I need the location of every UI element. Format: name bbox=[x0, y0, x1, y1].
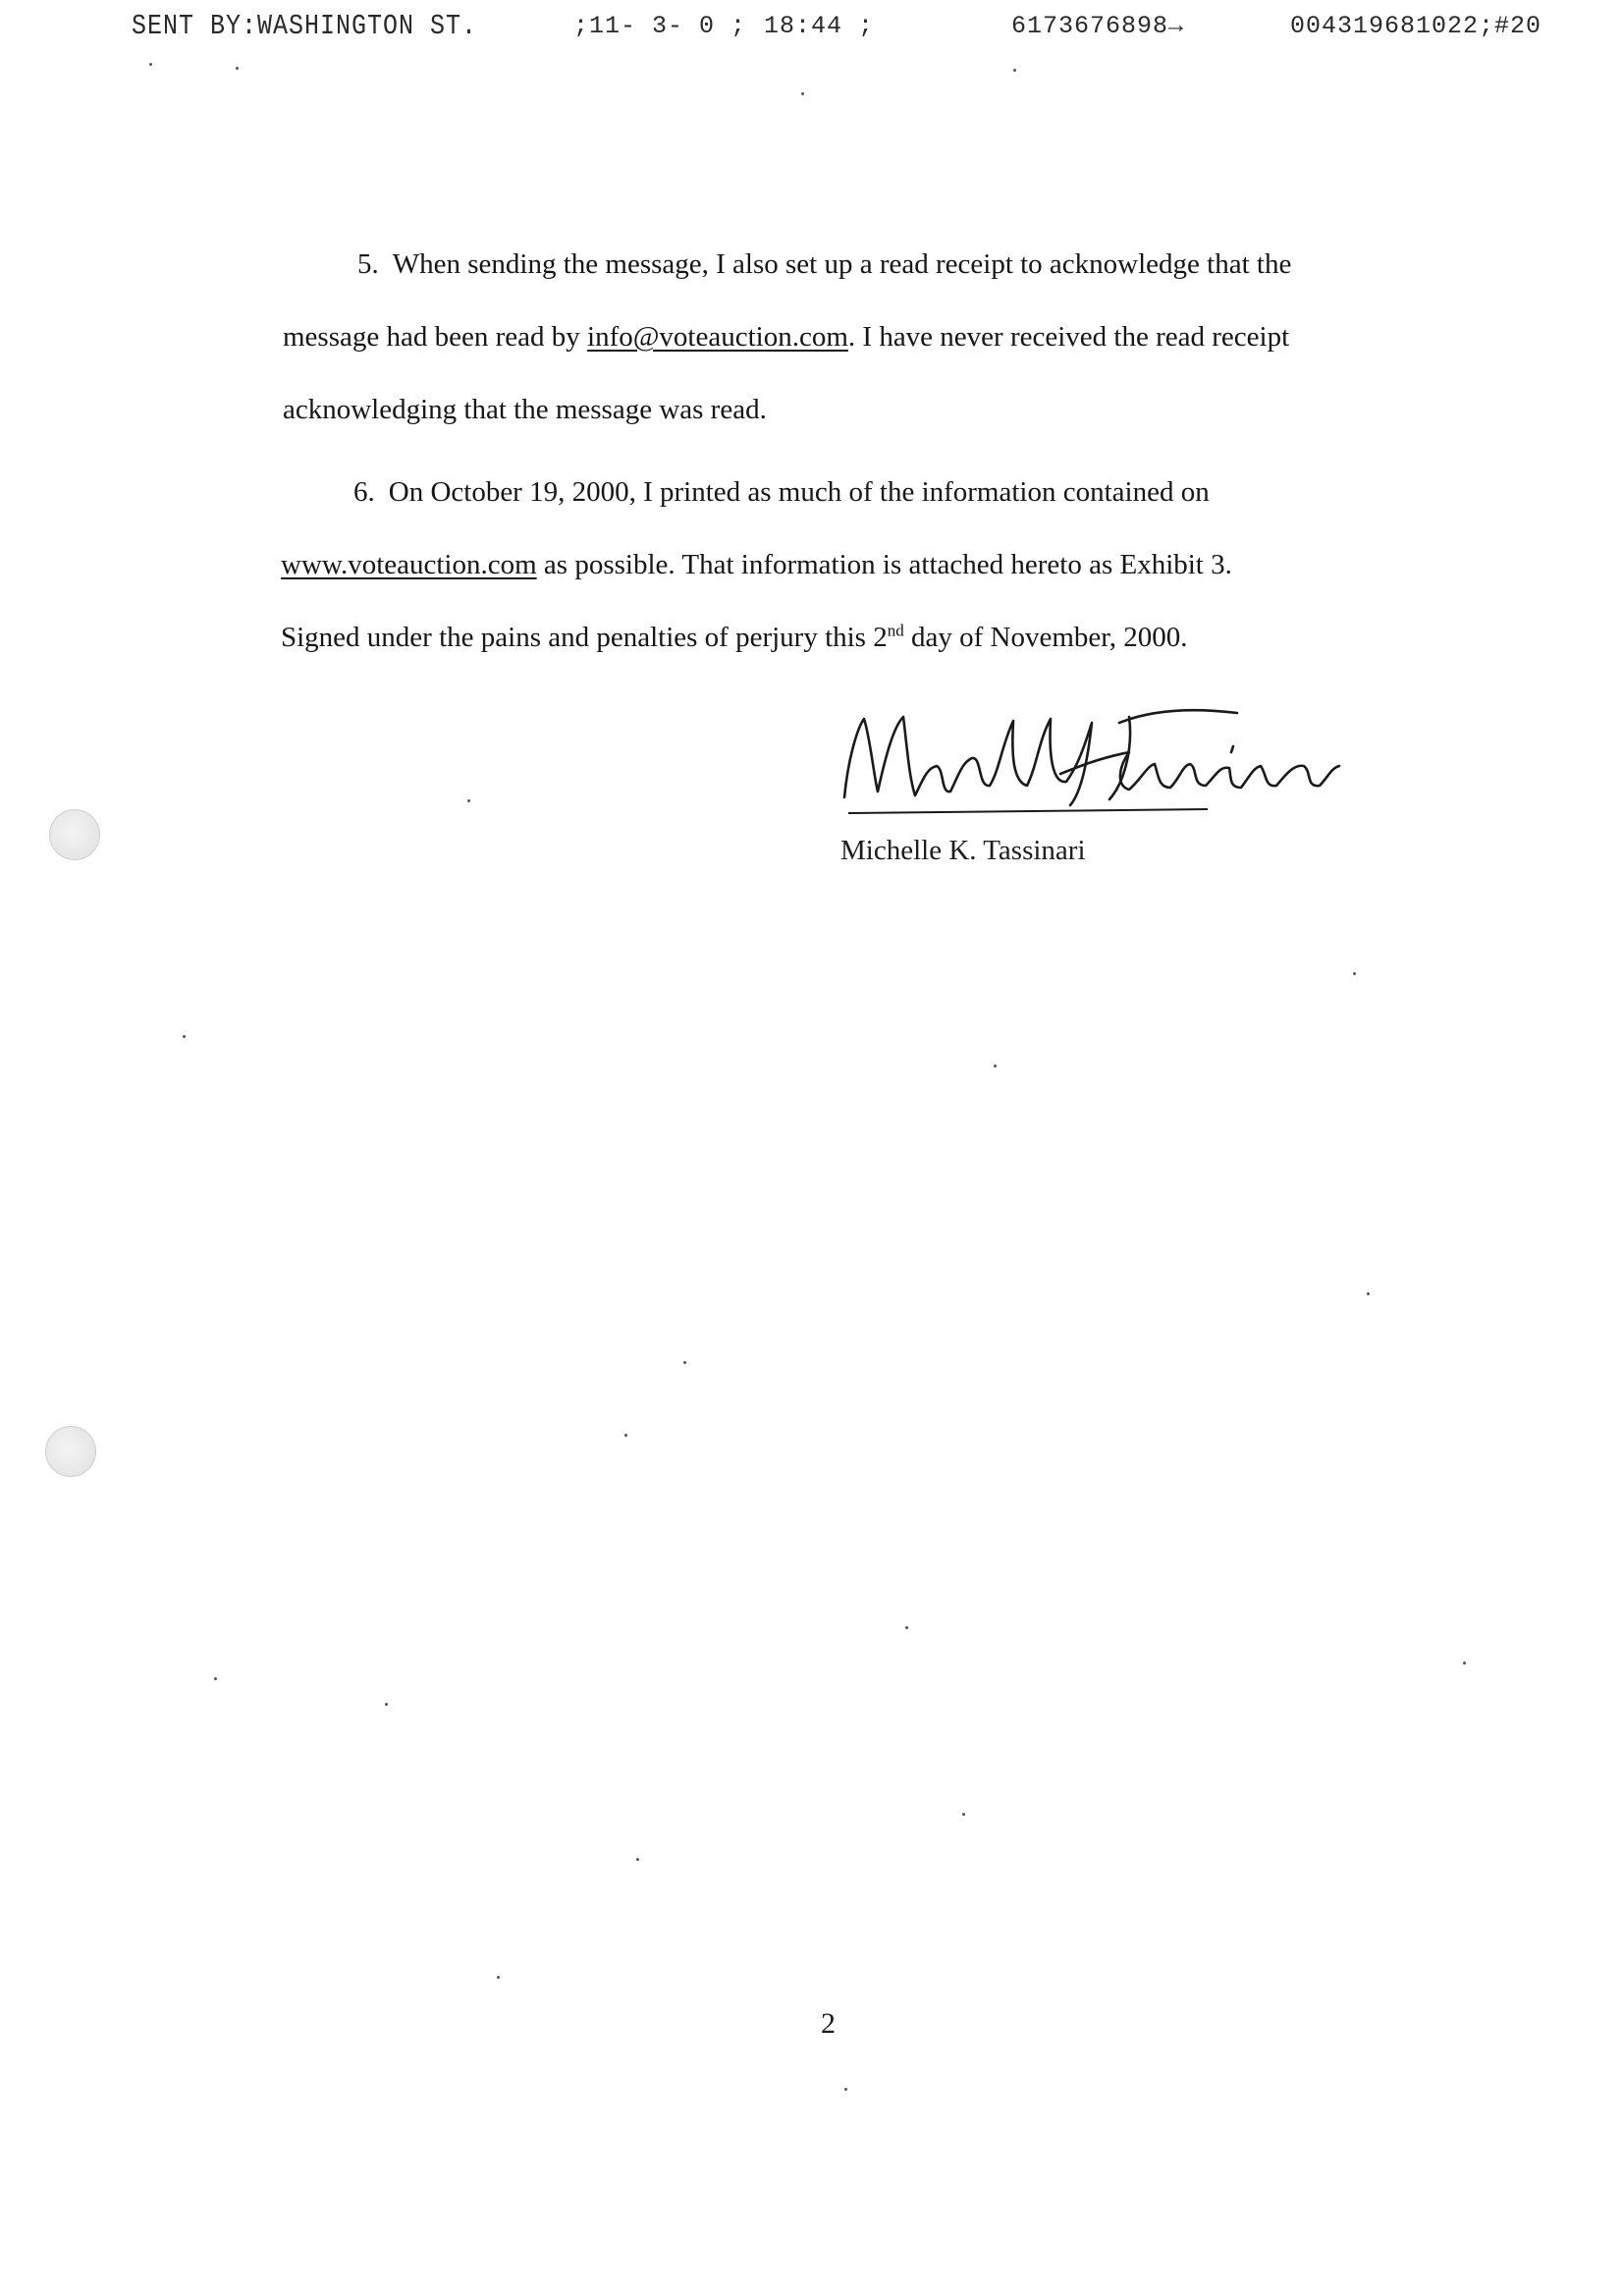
fax-time: 18:44 ; bbox=[764, 12, 875, 40]
paragraph-6-line-2-end: as possible. That information is attached hereto as Exhibit 3. bbox=[536, 549, 1232, 580]
fax-destination: 004319681022;#20 bbox=[1290, 12, 1542, 40]
handwritten-signature bbox=[835, 697, 1365, 825]
signer-printed-name: Michelle K. Tassinari bbox=[840, 835, 1086, 866]
scan-speck bbox=[149, 63, 152, 66]
scan-speck bbox=[236, 67, 239, 70]
signed-statement-end: day of November, 2000. bbox=[903, 622, 1188, 653]
scan-speck bbox=[385, 1703, 388, 1706]
scan-speck bbox=[467, 799, 470, 802]
scan-speck bbox=[905, 1626, 908, 1629]
scan-speck bbox=[624, 1434, 627, 1437]
fax-sender: SENT BY:WASHINGTON ST. bbox=[132, 9, 478, 43]
scan-speck bbox=[1367, 1292, 1370, 1295]
scan-speck bbox=[497, 1976, 500, 1979]
punch-hole bbox=[49, 809, 100, 860]
paragraph-5-line-1: When sending the message, I also set up a read receipt to acknowledge that the bbox=[392, 248, 1292, 280]
scan-speck bbox=[1013, 69, 1016, 72]
paragraph-6-number: 6. bbox=[353, 476, 375, 508]
email-link[interactable]: info@voteauction.com bbox=[587, 321, 848, 353]
website-link[interactable]: www.voteauction.com bbox=[281, 549, 537, 580]
punch-hole bbox=[45, 1426, 96, 1477]
ordinal-suffix: nd bbox=[887, 621, 904, 640]
scan-speck bbox=[214, 1677, 217, 1680]
fax-phone: 6173676898→ bbox=[1011, 12, 1185, 40]
paragraph-6-line-1: On October 19, 2000, I printed as much of the information contained on bbox=[388, 476, 1210, 508]
scan-speck bbox=[183, 1035, 186, 1038]
scan-speck bbox=[844, 2088, 847, 2091]
scan-speck bbox=[962, 1813, 965, 1816]
paragraph-5 bbox=[283, 228, 1291, 446]
scan-speck bbox=[683, 1361, 686, 1364]
paragraph-5-line-3: acknowledging that the message was read. bbox=[283, 394, 767, 425]
fax-date: ;11- 3- 0 ; bbox=[573, 12, 747, 40]
page-number: 2 bbox=[821, 2007, 836, 2040]
paragraph-5-line-2-end: . I have never received the read receipt bbox=[847, 321, 1290, 353]
paragraph-6 bbox=[281, 456, 1232, 674]
paragraph-5-line-2: message had been read by bbox=[283, 321, 588, 353]
scan-speck bbox=[801, 92, 804, 95]
signature-scribble-icon bbox=[835, 697, 1365, 825]
scan-speck bbox=[1353, 972, 1356, 975]
scan-speck bbox=[994, 1065, 997, 1067]
fax-header bbox=[0, 6, 1622, 45]
signed-statement: Signed under the pains and penalties of perjury this 2 bbox=[281, 622, 888, 653]
scan-speck bbox=[1463, 1662, 1466, 1665]
paragraph-5-number: 5. bbox=[357, 248, 379, 280]
scan-speck bbox=[636, 1858, 639, 1861]
